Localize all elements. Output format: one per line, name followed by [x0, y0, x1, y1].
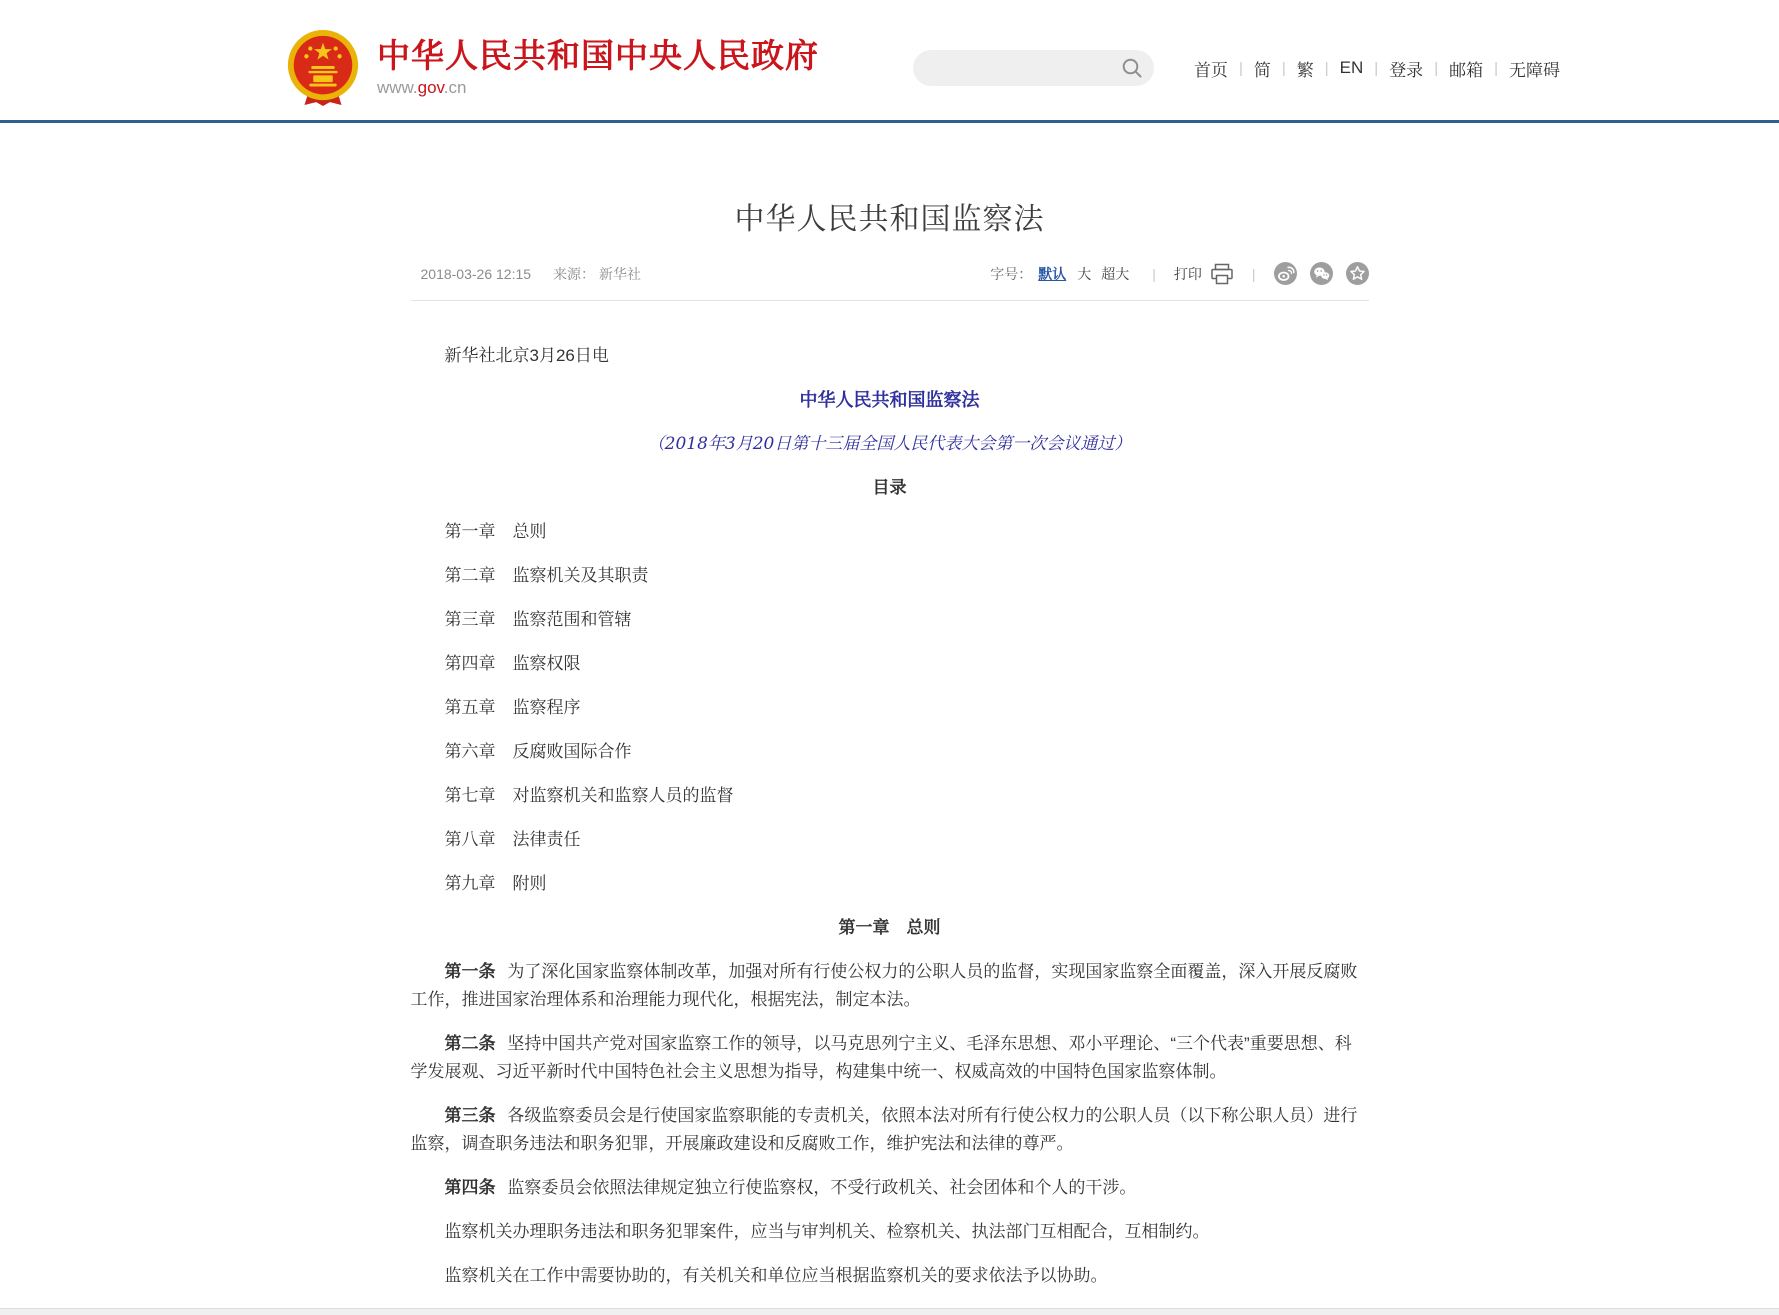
law-title: 中华人民共和国监察法 [799, 390, 980, 410]
toc-item-4: 第四章 监察权限 [444, 654, 581, 673]
toc-item-8: 第八章 法律责任 [444, 830, 581, 849]
article-page [411, 200, 1369, 1290]
brand-url-cn: .cn [443, 77, 467, 97]
nav-separator: | [1434, 59, 1439, 77]
search-icon[interactable] [1120, 56, 1144, 80]
gov-logo[interactable] [285, 29, 819, 107]
top-nav [1194, 56, 1560, 81]
font-size-default-button[interactable]: 默认 [1038, 265, 1067, 282]
wechat-share-icon[interactable] [1310, 262, 1333, 285]
favorite-share-icon[interactable] [1346, 262, 1369, 285]
publish-date: 2018-03-26 12:15 [420, 265, 532, 282]
toc-item-9: 第九章 附则 [444, 874, 547, 893]
font-size-large-button[interactable]: 大 [1077, 265, 1092, 282]
toc-item-7: 第七章 对监察机关和监察人员的监督 [444, 786, 734, 805]
printer-icon[interactable] [1210, 263, 1234, 285]
article-number: 第四条 [444, 1178, 496, 1197]
brand-url-www: www. [377, 77, 418, 97]
paragraph-text: 各级监察委员会是行使国家监察职能的专责机关，依照本法对所有行使公权力的公职人员（以下称公职人员）进行监察，调查职务违法和职务犯罪，开展廉政建设和反腐败工作，维护宪法和法律的尊严。 [410, 1106, 1358, 1153]
toc-item-6: 第六章 反腐败国际合作 [444, 742, 632, 761]
brand-url-gov: gov [417, 77, 444, 97]
law-paragraph [411, 1218, 1369, 1246]
site-header [0, 0, 1779, 123]
brand-text-block [377, 38, 819, 97]
law-subtitle: （2018年3月20日第十三届全国人民代表大会第一次会议通过） [647, 434, 1132, 454]
nav-item-simplified[interactable]: 简 [1253, 60, 1271, 80]
meta-separator: | [1251, 265, 1256, 282]
header-right [913, 50, 1560, 86]
search-input[interactable] [929, 59, 1120, 78]
paragraph-text: 监察机关在工作中需要协助的，有关机关和单位应当根据监察机关的要求依法予以协助。 [444, 1266, 1108, 1285]
nav-item-home[interactable]: 首页 [1193, 60, 1228, 80]
law-paragraph [411, 1262, 1369, 1290]
brand-title: 中华人民共和国中央人民政府 [377, 37, 819, 75]
print-button[interactable]: 打印 [1173, 265, 1202, 282]
nav-item-accessibility[interactable]: 无障碍 [1509, 60, 1560, 80]
font-size-xlarge-button[interactable]: 超大 [1101, 265, 1130, 282]
paragraph-text: 监察委员会依照法律规定独立行使监察权，不受行政机关、社会团体和个人的干涉。 [507, 1178, 1137, 1197]
meta-right [990, 262, 1368, 285]
nav-separator: | [1281, 59, 1286, 77]
article-number: 第一条 [444, 962, 496, 981]
toc-item-3: 第三章 监察范围和管辖 [444, 610, 632, 629]
law-paragraph [411, 1102, 1369, 1158]
page-title: 中华人民共和国监察法 [734, 203, 1045, 236]
nav-separator: | [1494, 59, 1498, 77]
toc-title: 目录 [872, 478, 907, 497]
paragraph-text: 坚持中国共产党对国家监察工作的领导，以马克思列宁主义、毛泽东思想、邓小平理论、“三个代表”重要思想、科学发展观、习近平新时代中国特色社会主义思想为指导，构建集中统一、权威高效的中国特色国家监察体制。 [410, 1034, 1352, 1081]
article-meta-row [411, 262, 1369, 301]
article-number: 第二条 [444, 1034, 496, 1053]
nav-item-traditional[interactable]: 繁 [1296, 60, 1314, 80]
nav-separator: | [1374, 59, 1379, 77]
toc-item-5: 第五章 监察程序 [444, 698, 581, 717]
paragraph-text: 为了深化国家监察体制改革，加强对所有行使公权力的公职人员的监督，实现国家监察全面覆盖，深入开展反腐败工作，推进国家治理体系和治理能力现代化，根据宪法，制定本法。 [410, 962, 1358, 1009]
law-paragraph [411, 958, 1369, 1014]
chapter1-heading: 第一章 总则 [838, 918, 941, 937]
paragraph-text: 监察机关办理职务违法和职务犯罪案件，应当与审判机关、检察机关、执法部门互相配合，互相制约。 [444, 1222, 1210, 1241]
law-paragraph [411, 1030, 1369, 1086]
font-size-label: 字号： [990, 265, 1033, 282]
footer-edge [0, 1308, 1779, 1315]
source-label: 来源： [553, 265, 596, 282]
law-paragraph [411, 1174, 1369, 1202]
meta-separator: | [1152, 265, 1156, 282]
weibo-share-icon[interactable] [1274, 262, 1297, 285]
national-emblem-icon [285, 29, 361, 107]
brand-url [377, 78, 819, 98]
article-body [411, 342, 1369, 1290]
toc-item-2: 第二章 监察机关及其职责 [444, 566, 649, 585]
nav-item-mail[interactable]: 邮箱 [1449, 60, 1484, 80]
nav-item-login[interactable]: 登录 [1389, 60, 1424, 80]
nav-separator: | [1238, 59, 1243, 77]
toc-item-1: 第一章 总则 [444, 522, 547, 541]
source-name: 新华社 [599, 265, 642, 282]
article-number: 第三条 [444, 1106, 496, 1125]
nav-item-english[interactable]: EN [1339, 58, 1364, 77]
nav-separator: | [1324, 59, 1329, 77]
share-icons [1274, 262, 1369, 285]
dateline: 新华社北京3月26日电 [444, 346, 609, 365]
search-box [913, 50, 1154, 86]
meta-left [421, 264, 642, 284]
